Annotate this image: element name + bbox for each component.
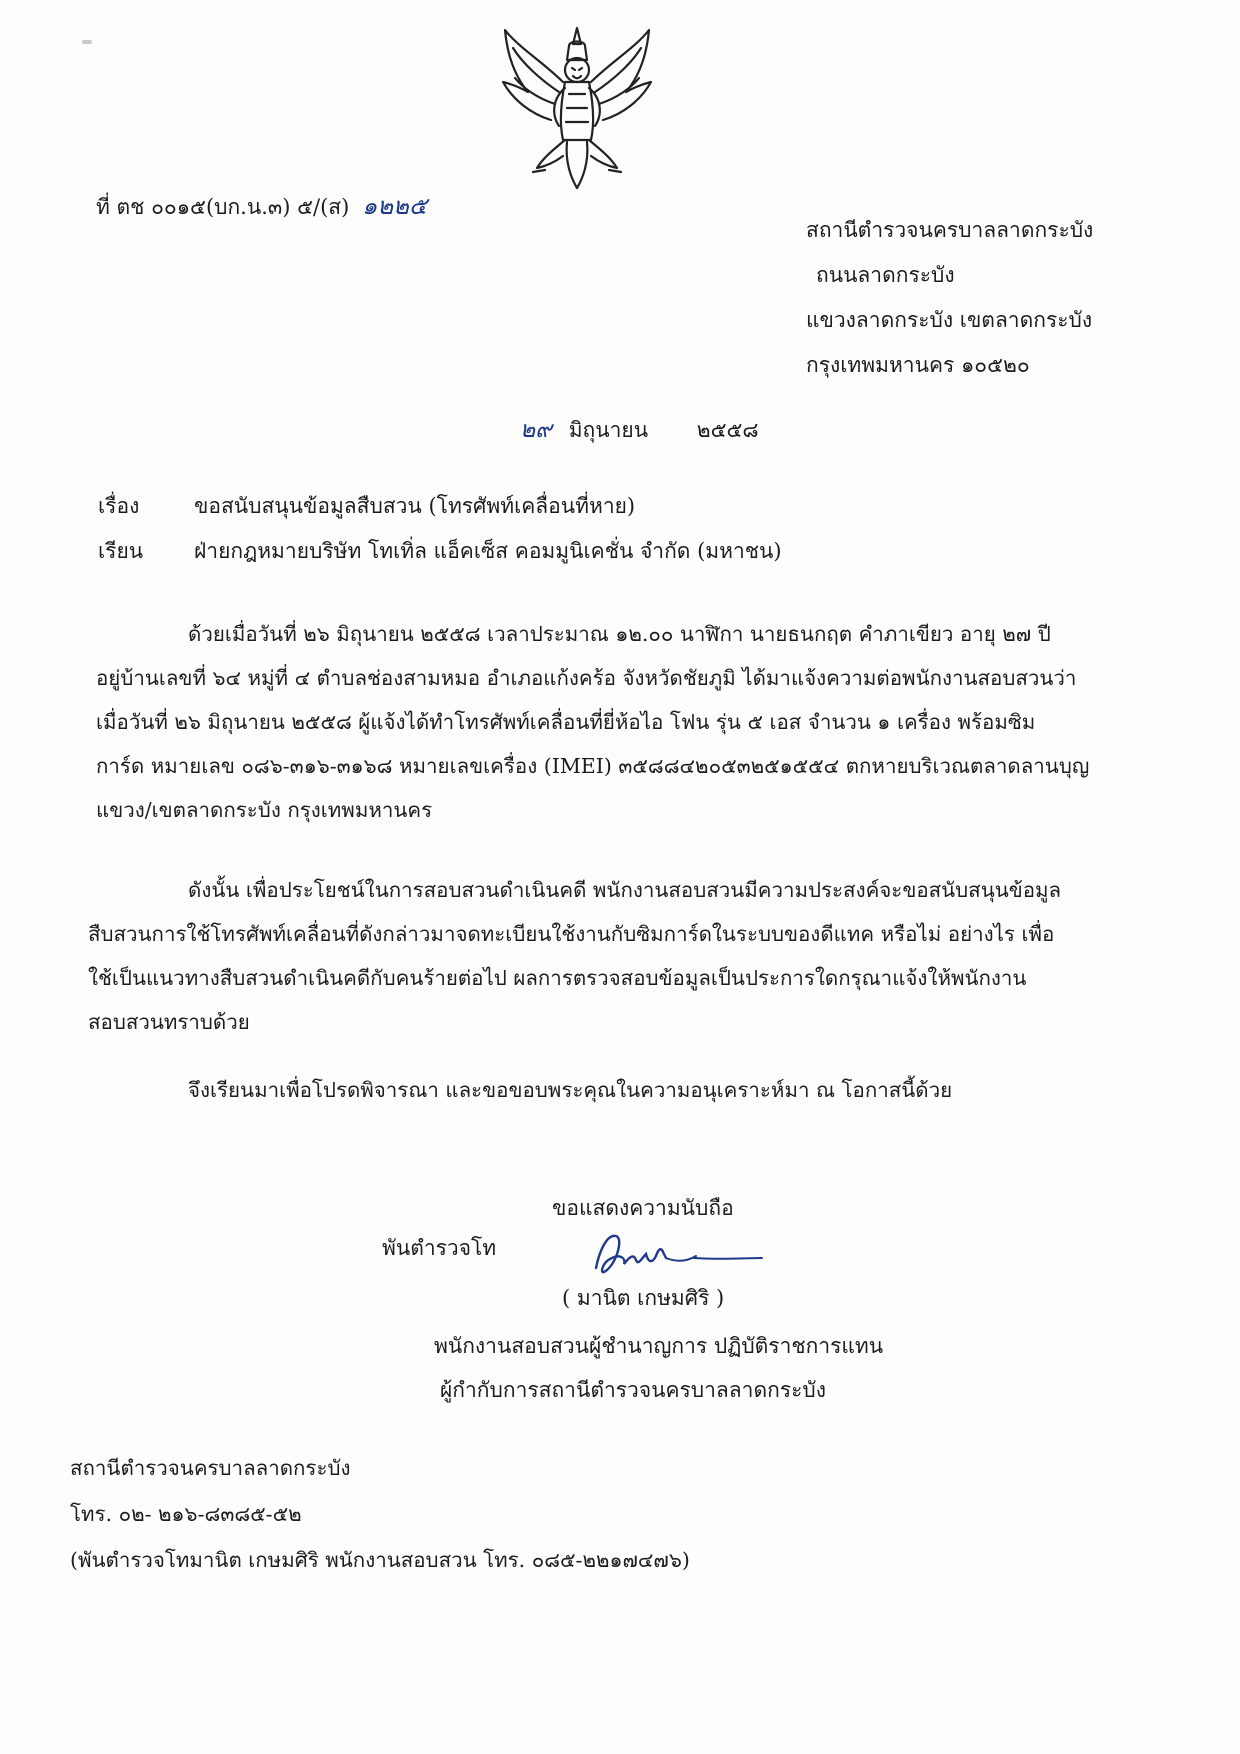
paragraph-line: สืบสวนการใช้โทรศัพท์เคลื่อนที่ดังกล่าวมาจดทะเบียนใช้งานกับซิมการ์ดในระบบของดีแทค หรือไม่ อย่างไร เพื่อ: [88, 922, 1055, 946]
letter-date: [520, 412, 759, 448]
recipient-label: เรียน: [98, 539, 144, 563]
paragraph-line: แขวง/เขตลาดกระบัง กรุงเทพมหานคร: [96, 798, 433, 822]
subject-text: ขอสนับสนุนข้อมูลสืบสวน (โทรศัพท์เคลื่อนที่หาย): [194, 494, 636, 518]
signer-name: ( มานิต เกษมศิริ ): [562, 1286, 725, 1310]
footer-line: สถานีตำรวจนครบาลลาดกระบัง: [70, 1456, 351, 1480]
footer-line: โทร. ๐๒- ๒๑๖-๘๓๘๕-๕๒: [70, 1502, 302, 1526]
sender-address: [806, 208, 1093, 388]
garuda-emblem-icon: [493, 22, 661, 192]
date-month: มิถุนายน: [568, 418, 649, 442]
scan-speck: [82, 40, 92, 44]
date-day-handwritten: ๒๙: [520, 417, 553, 443]
body-paragraph-2: [88, 868, 1136, 1044]
reference-number-handwritten: ๑๒๒๕: [361, 192, 428, 220]
signer-rank: พันตำรวจโท: [382, 1236, 497, 1260]
address-line: สถานีตำรวจนครบาลลาดกระบัง: [806, 218, 1094, 242]
paragraph-line: สอบสวนทราบด้วย: [88, 1010, 250, 1034]
paragraph-line: ใช้เป็นแนวทางสืบสวนดำเนินคดีกับคนร้ายต่อไป ผลการตรวจสอบข้อมูลเป็นประการใดกรุณาแจ้งให้พนักงาน: [88, 966, 1027, 990]
paragraph-line: ดังนั้น เพื่อประโยชน์ในการสอบสวนดำเนินคดี พนักงานสอบสวนมีความประสงค์จะขอสนับสนุนข้อมูล: [188, 878, 1062, 902]
reference-prefix: ที่ ตช ๐๐๑๕(บก.น.๓) ๕/(ส): [96, 195, 350, 219]
body-paragraph-3: จึงเรียนมาเพื่อโปรดพิจารณา และขอขอบพระคุณในความอนุเคราะห์มา ณ โอกาสนี้ด้วย: [188, 1078, 953, 1102]
closing-text: ขอแสดงความนับถือ: [552, 1196, 734, 1220]
footer-line: (พันตำรวจโทมานิต เกษมศิริ พนักงานสอบสวน โทร. ๐๘๕-๒๒๑๗๔๗๖): [70, 1548, 690, 1572]
address-line: แขวงลาดกระบัง เขตลาดกระบัง: [806, 308, 1093, 332]
paragraph-line: อยู่บ้านเลขที่ ๖๔ หมู่ที่ ๔ ตำบลช่องสามหมอ อำเภอแก้งคร้อ จังหวัดชัยภูมิ ได้มาแจ้งความต่อพนักงานสอบสวนว่า: [96, 666, 1077, 690]
footer-contact: [70, 1445, 690, 1583]
signer-title-1: พนักงานสอบสวนผู้ชำนาญการ ปฏิบัติราชการแทน: [434, 1334, 884, 1358]
paragraph-line: เมื่อวันที่ ๒๖ มิถุนายน ๒๕๕๘ ผู้แจ้งได้ทำโทรศัพท์เคลื่อนที่ยี่ห้อไอ โฟน รุ่น ๕ เอส จำนวน ๑ เครื่อง พร้อมซิม: [96, 710, 1036, 734]
recipient-text: ฝ่ายกฎหมายบริษัท โทเทิ่ล แอ็คเซ็ส คอมมูนิเคชั่น จำกัด (มหาชน): [194, 539, 782, 563]
paragraph-line: ด้วยเมื่อวันที่ ๒๖ มิถุนายน ๒๕๕๘ เวลาประมาณ ๑๒.๐๐ นาฬิกา นายธนกฤต คำภาเขียว อายุ ๒๗ ปี: [188, 622, 1051, 646]
reference-line: [96, 186, 427, 225]
signer-title-2: ผู้กำกับการสถานีตำรวจนครบาลลาดกระบัง: [440, 1378, 826, 1402]
subject-label: เรื่อง: [98, 494, 140, 518]
address-line: ถนนลาดกระบัง: [816, 263, 955, 287]
date-year: ๒๕๕๘: [696, 418, 759, 442]
signature-icon: [586, 1228, 766, 1288]
paragraph-line: การ์ด หมายเลข ๐๘๖-๓๑๖-๓๑๖๘ หมายเลขเครื่อง (IMEI) ๓๕๘๘๔๒๐๕๓๒๕๑๕๕๔ ตกหายบริเวณตลาดลานบุญ: [96, 754, 1090, 778]
address-line: กรุงเทพมหานคร ๑๐๕๒๐: [806, 353, 1030, 377]
body-paragraph-1: [96, 612, 1136, 832]
